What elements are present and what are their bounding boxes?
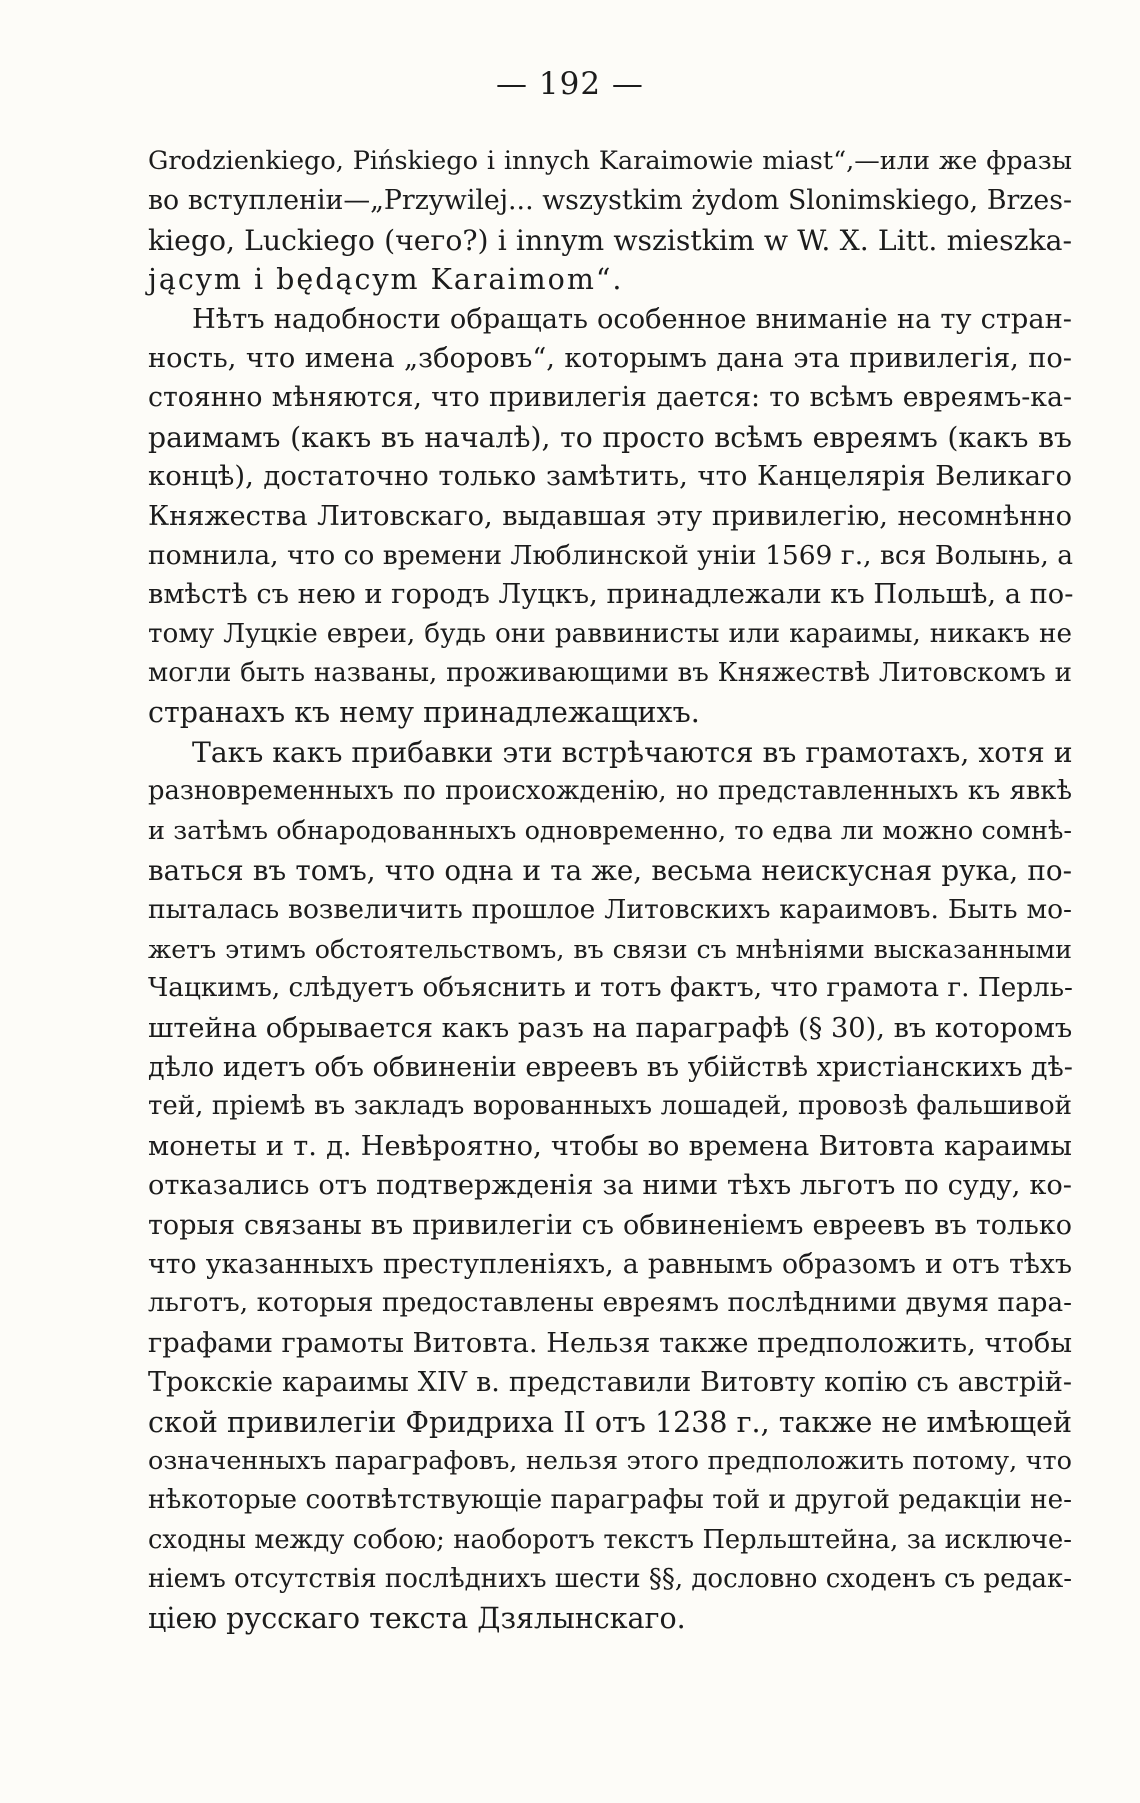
- text-line: графами грамоты Витовта. Нельзя также предположить, чтобы: [148, 1327, 1073, 1359]
- body-text: [148, 142, 1072, 1639]
- text-line: Нѣтъ надобности обращать особенное вниманіе на ту стран-: [192, 303, 1072, 335]
- text-line: разновременныхъ по происхожденію, но представленныхъ къ явкѣ: [148, 776, 1072, 807]
- text-line: Трокскіе караимы XIV в. представили Витовту копію съ австрій-: [148, 1367, 1072, 1399]
- text-line: монеты и т. д. Невѣроятно, чтобы во времена Витовта караимы: [148, 1130, 1072, 1162]
- text-line: стоянно мѣняются, что привилегія дается: то всѣмъ евреямъ-ка-: [148, 382, 1072, 414]
- text-line: торыя связаны въ привилегіи съ обвиненіемъ евреевъ въ только: [148, 1209, 1072, 1241]
- text-line: отказались отъ подтвержденія за ними тѣхъ льготъ по суду, ко-: [148, 1170, 1072, 1202]
- text-line: могли быть названы, проживающими въ Княжествѣ Литовскомъ и: [148, 658, 1072, 689]
- text-line: тей, пріемѣ въ закладъ ворованныхъ лошадей, провозѣ фальшивой: [148, 1091, 1072, 1122]
- text-line: концѣ), достаточно только замѣтить, что Канцелярія Великаго: [148, 460, 1072, 493]
- text-line: льготъ, которыя предоставлены евреямъ послѣдними двумя пара-: [148, 1288, 1072, 1319]
- text-line: ваться въ томъ, что одна и та же, весьма неискусная рука, по-: [148, 854, 1072, 888]
- text-line: во вступленіи—„Przywilej... wszystkim żydom Slonimskiego, Brzes-: [148, 185, 1072, 217]
- text-line: означенныхъ параграфовъ, нельзя этого предположить потому, что: [148, 1445, 1072, 1476]
- text-line: Княжества Литовскаго, выдавшая эту привилегію, несомнѣнно: [148, 500, 1072, 532]
- text-line: пыталась возвеличить прошлое Литовскихъ караимовъ. Быть мо-: [148, 894, 1072, 926]
- text-line: ность, что имена „зборовъ“, которымъ дана эта привилегія, по-: [148, 342, 1072, 374]
- text-line: вмѣстѣ съ нею и городъ Луцкъ, принадлежали къ Польшѣ, а по-: [148, 579, 1074, 611]
- text-line: раимамъ (какъ въ началѣ), то просто всѣмъ евреямъ (какъ въ: [148, 420, 1072, 454]
- text-line: ніемъ отсутствія послѣднихъ шести §§, дословно сходенъ съ редак-: [148, 1564, 1073, 1595]
- text-line: Grodzienkiego, Pińskiego i innych Karaimowie miast“,—или же фразы: [148, 146, 1072, 176]
- text-line: штейна обрывается какъ разъ на параграфѣ (§ 30), въ которомъ: [148, 1012, 1073, 1044]
- text-line: Чацкимъ, слѣдуетъ объяснить и тотъ фактъ, что грамота г. Перль-: [148, 973, 1073, 1004]
- text-line: kiego, Luckiego (чего?) i innym wszistkim w W. X. Litt. mieszka-: [148, 223, 1072, 257]
- text-line: странахъ къ нему принадлежащихъ.: [148, 696, 700, 730]
- text-line: jącym i będącym Karaimom“.: [148, 263, 624, 297]
- text-line: что указанныхъ преступленіяхъ, а равнымъ образомъ и отъ тѣхъ: [148, 1248, 1072, 1280]
- text-line: Такъ какъ прибавки эти встрѣчаются въ грамотахъ, хотя и: [192, 735, 1073, 769]
- text-line: тому Луцкіе евреи, будь они раввинисты или караимы, никакъ не: [148, 618, 1072, 649]
- text-line: ціею русскаго текста Дзялынскаго.: [148, 1602, 686, 1636]
- text-line: дѣло идетъ объ обвиненіи евреевъ въ убійствѣ христіанскихъ дѣ-: [148, 1051, 1073, 1083]
- text-line: помнила, что со времени Люблинской уніи 1569 г., вся Волынь, а: [148, 539, 1073, 571]
- text-line: жетъ этимъ обстоятельствомъ, въ связи съ мнѣніями высказанными: [148, 934, 1072, 964]
- text-line: нѣкоторые соотвѣтствующіе параграфы той и другой редакціи не-: [148, 1485, 1072, 1516]
- text-line: ской привилегіи Фридриха II отъ 1238 г., также не имѣющей: [148, 1405, 1072, 1439]
- text-line: сходны между собою; наоборотъ текстъ Перльштейна, за исключе-: [148, 1524, 1072, 1555]
- page-number: — 192 —: [496, 66, 644, 102]
- text-line: и затѣмъ обнародованныхъ одновременно, то едва ли можно сомнѣ-: [148, 815, 1072, 846]
